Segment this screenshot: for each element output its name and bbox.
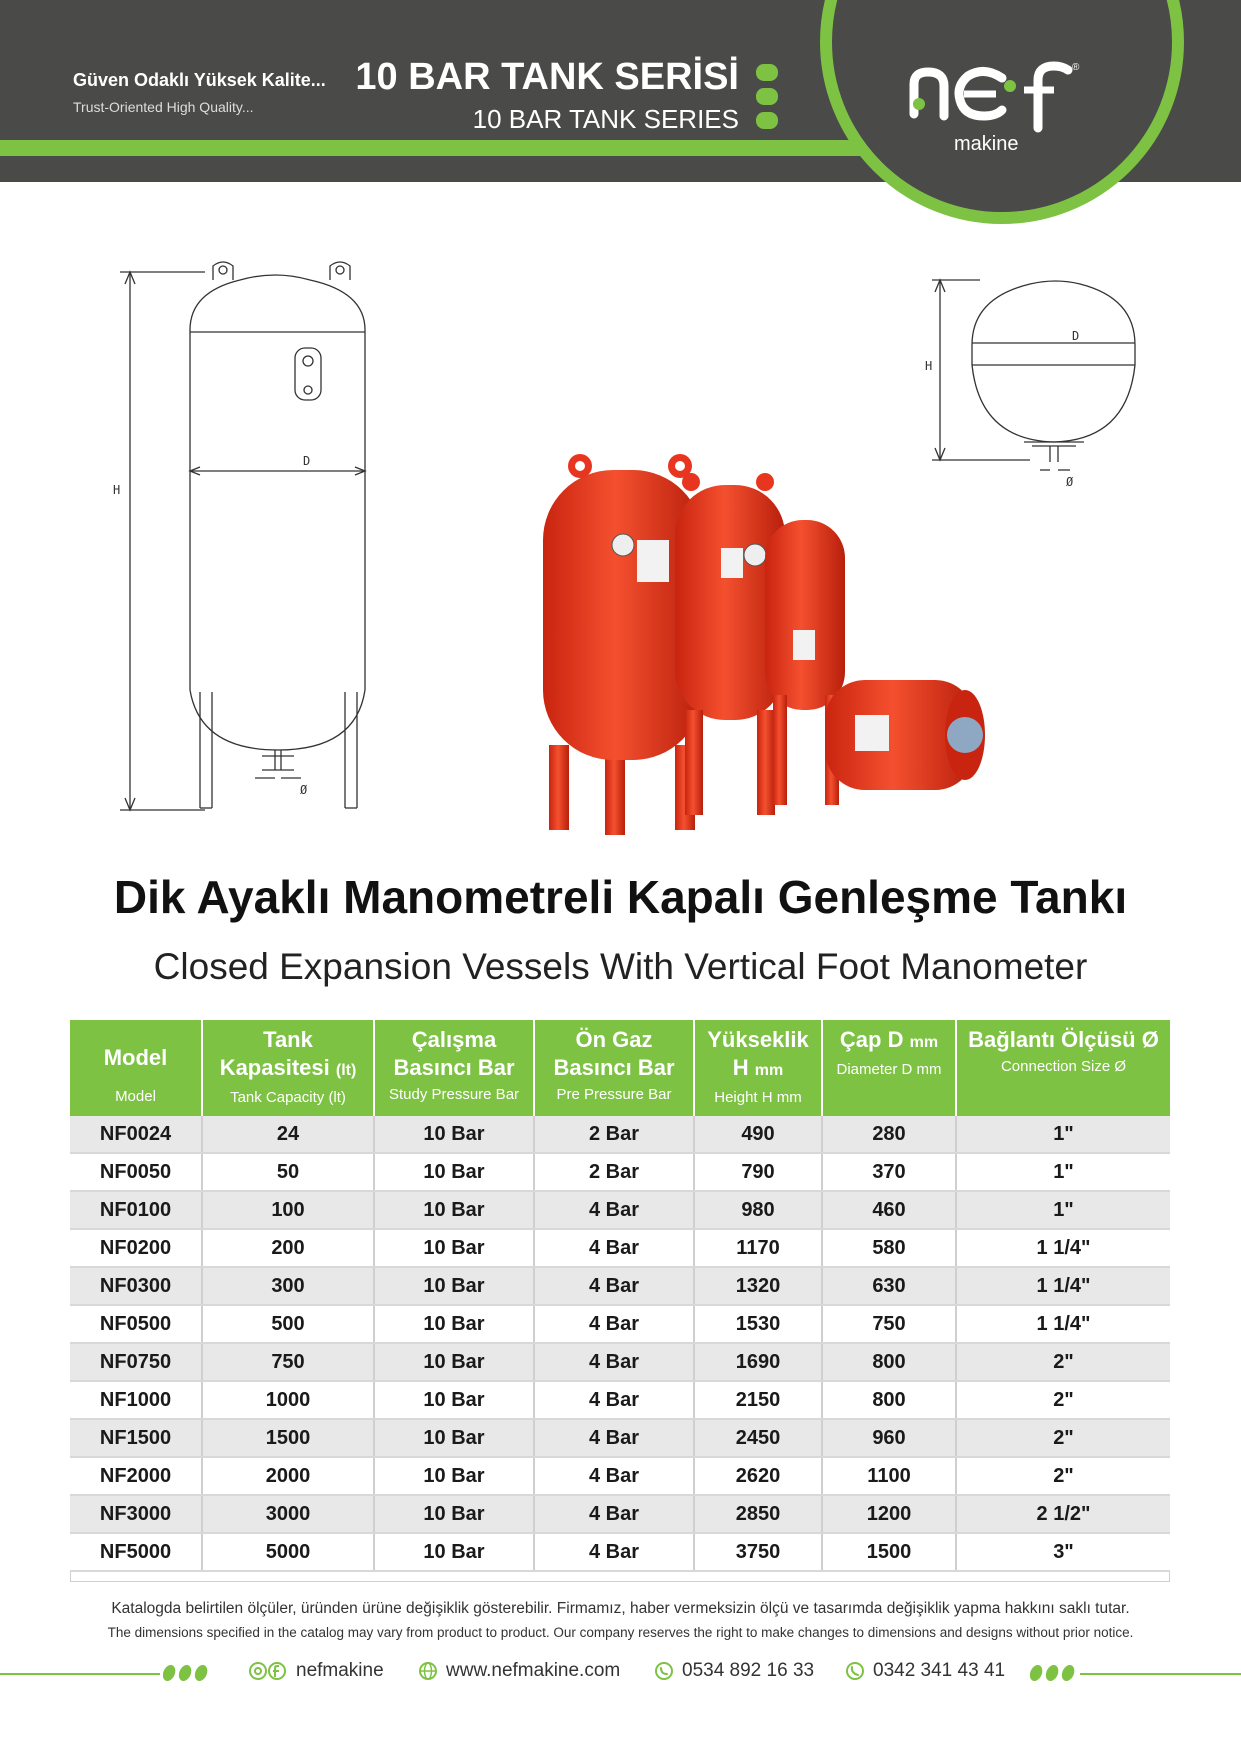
table-cell: 4 Bar [534, 1495, 694, 1533]
table-cell: 2150 [694, 1381, 822, 1419]
footer-line-right [1080, 1673, 1241, 1675]
table-row [70, 1153, 1170, 1191]
page-title-en: Closed Expansion Vessels With Vertical Foot Manometer [153, 946, 1088, 987]
header-accent-stripe [0, 140, 900, 156]
table-cell: 750 [202, 1343, 374, 1381]
table-cell: NF0300 [70, 1267, 202, 1305]
col-header-capacity: Tank Kapasitesi (lt) Tank Capacity (lt) [202, 1020, 374, 1116]
table-cell: 1170 [694, 1229, 822, 1267]
table-cell: 10 Bar [374, 1229, 534, 1267]
table-cell: 4 Bar [534, 1229, 694, 1267]
footer-dots-left-icon [163, 1664, 211, 1682]
table-cell: NF3000 [70, 1495, 202, 1533]
diameter-label: D [303, 454, 311, 468]
globe-icon [418, 1661, 438, 1681]
phone-mobile[interactable]: 0534 892 16 33 [682, 1660, 815, 1681]
table-cell: 10 Bar [374, 1457, 534, 1495]
table-cell: 10 Bar [374, 1343, 534, 1381]
table-cell: 4 Bar [534, 1343, 694, 1381]
table-cell: 800 [822, 1381, 956, 1419]
table-cell: 1 1/4" [956, 1267, 1170, 1305]
table-cell: 370 [822, 1153, 956, 1191]
instagram-facebook-icon [248, 1661, 288, 1681]
footer-social[interactable] [248, 1660, 384, 1682]
table-cell: 280 [822, 1116, 956, 1153]
col-header-connection: Bağlantı Ölçüsü Ø Connection Size Ø [956, 1020, 1170, 1116]
table-cell: 790 [694, 1153, 822, 1191]
table-cell: 2" [956, 1419, 1170, 1457]
table-cell: 3750 [694, 1533, 822, 1571]
table-cell: 1" [956, 1191, 1170, 1229]
table-cell: 2 Bar [534, 1116, 694, 1153]
header-dots-icon [754, 62, 780, 130]
table-cell: 2" [956, 1381, 1170, 1419]
logo-reg-mark: ® [1072, 62, 1080, 73]
table-cell: 4 Bar [534, 1191, 694, 1229]
table-row [70, 1116, 1170, 1153]
social-handle: nefmakine [296, 1660, 384, 1681]
tagline-tr: Güven Odaklı Yüksek Kalite... [73, 70, 326, 90]
table-cell: 500 [202, 1305, 374, 1343]
table-cell: 300 [202, 1267, 374, 1305]
table-cell: 2" [956, 1343, 1170, 1381]
table-cell: 1500 [822, 1533, 956, 1571]
table-cell: NF5000 [70, 1533, 202, 1571]
table-cell: NF0750 [70, 1343, 202, 1381]
table-cell: NF0024 [70, 1116, 202, 1153]
table-row [70, 1381, 1170, 1419]
table-cell: 960 [822, 1419, 956, 1457]
tagline-en: Trust-Oriented High Quality... [73, 99, 254, 115]
table-cell: 2850 [694, 1495, 822, 1533]
table-cell: 1" [956, 1153, 1170, 1191]
table-cell: 490 [694, 1116, 822, 1153]
table-cell: 1320 [694, 1267, 822, 1305]
website-link[interactable]: www.nefmakine.com [446, 1660, 621, 1681]
col-header-model: Model Model [70, 1020, 202, 1116]
col-header-height: Yükseklik H mm Height H mm [694, 1020, 822, 1116]
table-cell: 750 [822, 1305, 956, 1343]
table-cell: 1 1/4" [956, 1305, 1170, 1343]
table-row [70, 1533, 1170, 1571]
table-cell: NF1000 [70, 1381, 202, 1419]
table-row [70, 1457, 1170, 1495]
table-cell: 10 Bar [374, 1191, 534, 1229]
logo-sub-text: makine [954, 133, 1019, 155]
table-cell: 200 [202, 1229, 374, 1267]
table-cell: 4 Bar [534, 1381, 694, 1419]
nef-logo [906, 56, 1086, 166]
table-cell: 1530 [694, 1305, 822, 1343]
page-title-tr: Dik Ayaklı Manometreli Kapalı Genleşme Tankı [113, 871, 1128, 923]
table-cell: NF1500 [70, 1419, 202, 1457]
table-cell: 10 Bar [374, 1153, 534, 1191]
table-row [70, 1495, 1170, 1533]
table-row [70, 1343, 1170, 1381]
table-row [70, 1267, 1170, 1305]
table-row [70, 1191, 1170, 1229]
col-header-pre-pressure: Ön Gaz Basıncı Bar Pre Pressure Bar [534, 1020, 694, 1116]
footer-web[interactable] [418, 1660, 620, 1682]
col-header-working-pressure: Çalışma Basıncı Bar Study Pressure Bar [374, 1020, 534, 1116]
height-label-small: H [925, 359, 933, 373]
table-cell: 10 Bar [374, 1267, 534, 1305]
table-cell: 1200 [822, 1495, 956, 1533]
table-cell: 2620 [694, 1457, 822, 1495]
connection-label-small: Ø [1066, 475, 1074, 489]
table-cell: 10 Bar [374, 1116, 534, 1153]
table-cell: 50 [202, 1153, 374, 1191]
phone-office[interactable]: 0342 341 43 41 [873, 1660, 1006, 1681]
table-cell: 2450 [694, 1419, 822, 1457]
table-cell: 2 1/2" [956, 1495, 1170, 1533]
table-cell: 1690 [694, 1343, 822, 1381]
table-row [70, 1229, 1170, 1267]
disclaimer-tr: Katalogda belirtilen ölçüler, üründen ürüne değişiklik gösterebilir. Firmamız, haber vermeksizin ölçü ve tasarımda değişiklik yapma hakkını saklı tutar. [111, 1600, 1130, 1617]
table-cell: 10 Bar [374, 1419, 534, 1457]
table-cell: 3" [956, 1533, 1170, 1571]
table-row [70, 1419, 1170, 1457]
table-cell: 1" [956, 1116, 1170, 1153]
table-cell: 1 1/4" [956, 1229, 1170, 1267]
table-cell: 460 [822, 1191, 956, 1229]
table-cell: 100 [202, 1191, 374, 1229]
footer-line-left [0, 1673, 160, 1675]
series-title-tr: 10 BAR TANK SERİSİ [355, 56, 739, 98]
vertical-tank-drawing [110, 260, 440, 820]
table-cell: 2 Bar [534, 1153, 694, 1191]
table-cell: 10 Bar [374, 1495, 534, 1533]
table-cell: 5000 [202, 1533, 374, 1571]
series-title-en: 10 BAR TANK SERIES [472, 104, 739, 134]
table-cell: 2000 [202, 1457, 374, 1495]
diameter-label-small: D [1072, 329, 1080, 343]
table-cell: 800 [822, 1343, 956, 1381]
table-cell: 4 Bar [534, 1305, 694, 1343]
footer-dots-right-icon [1030, 1664, 1078, 1682]
table-cell: 4 Bar [534, 1267, 694, 1305]
table-row [70, 1305, 1170, 1343]
table-cell: 580 [822, 1229, 956, 1267]
footer-phone-mobile[interactable] [654, 1660, 814, 1682]
table-cell: 1100 [822, 1457, 956, 1495]
product-tanks-image [525, 440, 1065, 840]
table-cell: 10 Bar [374, 1533, 534, 1571]
connection-label: Ø [300, 783, 308, 797]
table-cell: 630 [822, 1267, 956, 1305]
col-header-diameter: Çap D mm Diameter D mm [822, 1020, 956, 1116]
table-cell: 4 Bar [534, 1457, 694, 1495]
spec-table [70, 1020, 1170, 1572]
table-cell: 4 Bar [534, 1533, 694, 1571]
table-cell: NF0500 [70, 1305, 202, 1343]
table-cell: 3000 [202, 1495, 374, 1533]
table-cell: 4 Bar [534, 1419, 694, 1457]
footer-phone-office[interactable] [845, 1660, 1005, 1682]
height-label: H [113, 483, 121, 497]
table-cell: NF0200 [70, 1229, 202, 1267]
table-cell: 2" [956, 1457, 1170, 1495]
table-cell: NF0050 [70, 1153, 202, 1191]
phone-icon [845, 1661, 865, 1681]
table-cell: 24 [202, 1116, 374, 1153]
table-cell: NF2000 [70, 1457, 202, 1495]
disclaimer-en: The dimensions specified in the catalog may vary from product to product. Our company reserves the right to make changes to dimensions and designs without prior notice. [107, 1625, 1134, 1640]
table-cell: 1500 [202, 1419, 374, 1457]
table-cell: 10 Bar [374, 1381, 534, 1419]
whatsapp-icon [654, 1661, 674, 1681]
table-cell: 1000 [202, 1381, 374, 1419]
table-cell: 10 Bar [374, 1305, 534, 1343]
table-cell: NF0100 [70, 1191, 202, 1229]
table-cell: 980 [694, 1191, 822, 1229]
table-header-row [70, 1020, 1170, 1116]
